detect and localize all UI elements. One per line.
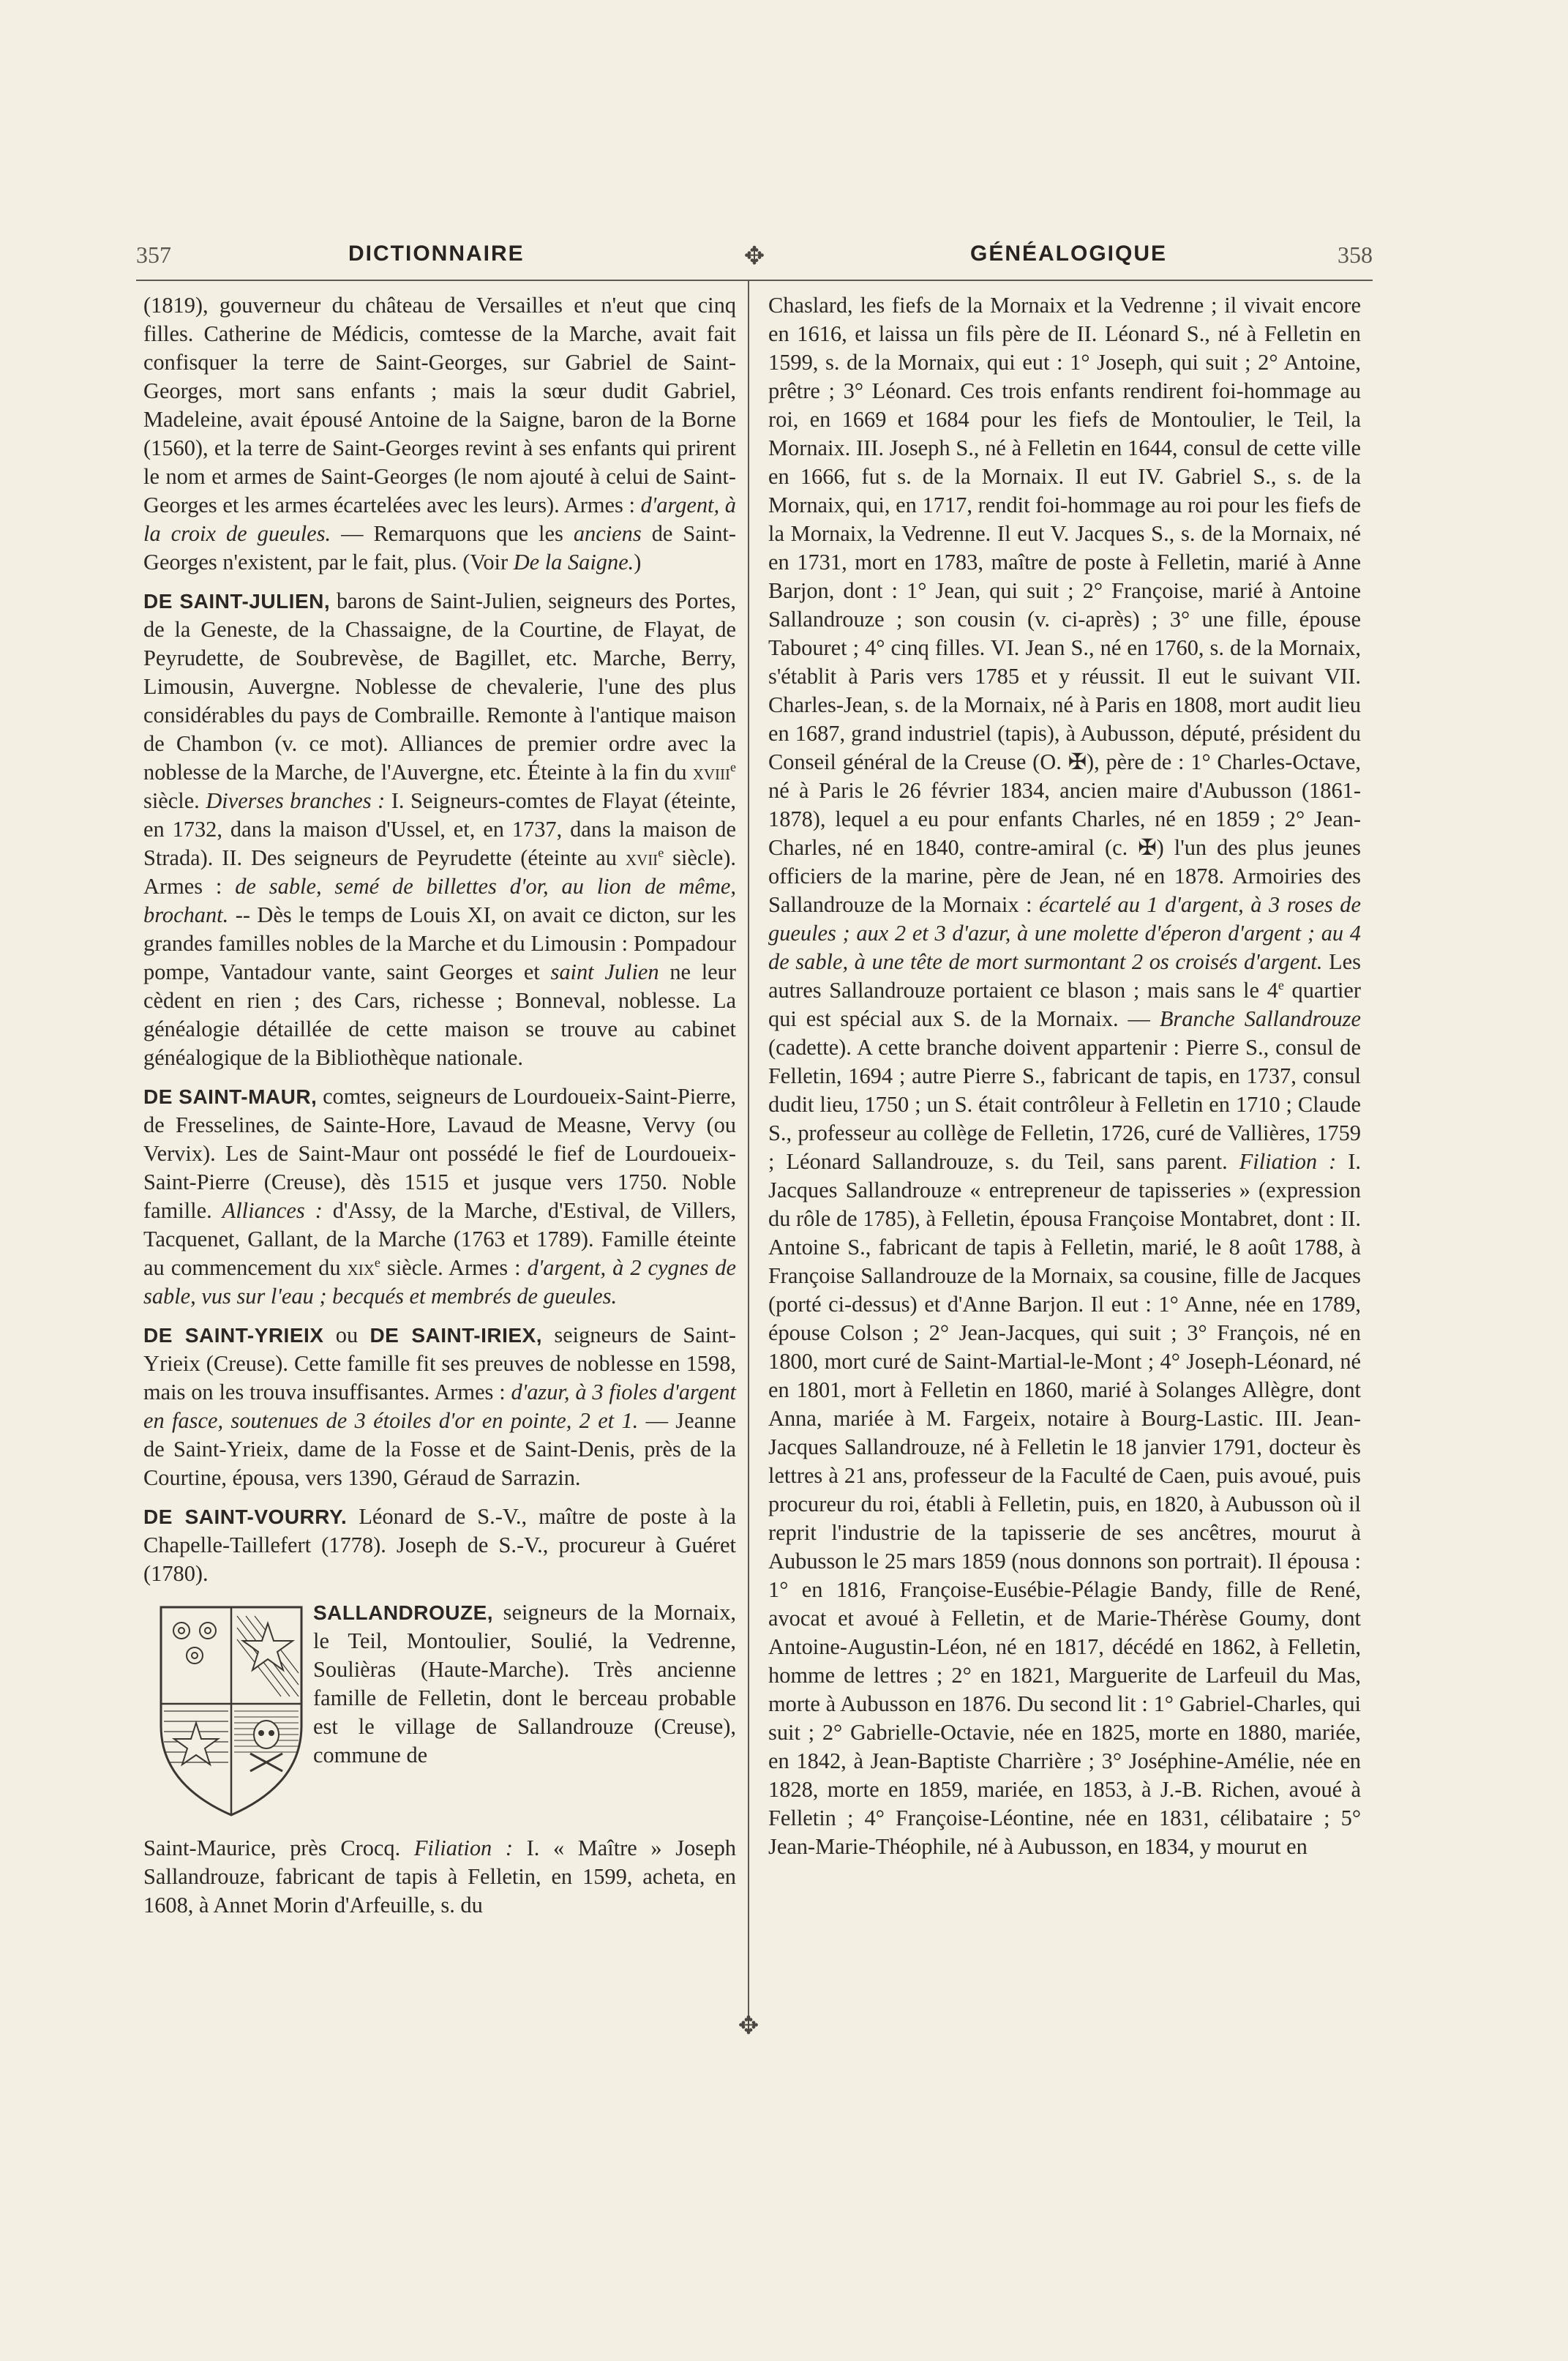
entry-saint-julien: DE SAINT-JULIEN, barons de Saint-Julien, seigneurs des Portes, de la Geneste, de la Chassaigne, de la Courtine, de Flayat, de Peyrudette, de Soubrevèse, de Bagillet, etc. Marche, Berry, Limousin, Auvergne. Noblesse de chevalerie, l'une des plus considérables du pays de Combraille. Remonte à l'antique maison de Chambon (v. ce mot). Alliances de premier ordre avec la noblesse de la Marche, de l'Auvergne, etc. Éteinte à la fin du xviii$^e$ siècle. Diverses branches : I. Seigneurs-comtes de Flayat (éteinte, en 1732, dans la maison d'Ussel, et, en 1737, dans la maison de Strada). II. Des seigneurs de Peyrudette (éteinte au xvii$^e$ siècle). Armes : de sable, semé de billettes d'or, au lion de même, brochant. -- Dès le temps de Louis XI, on avait ce dicton, sur les grandes familles nobles de la Marche et du Limousin : Pompadour pompe, Vantadour vante, saint Georges et saint Julien ne leur cèdent en rien ; des Cars, richesse ; Bonneval, noblesse. La généalogie détaillée de cette maison se trouve au cabinet généalogique de la Bibliothèque nationale. <box>143 588 736 1070</box>
running-title-right: GÉNÉALOGIQUE <box>970 242 1168 266</box>
entry-heading: SALLANDROUZE, <box>313 1601 494 1624</box>
column-divider <box>748 281 749 2016</box>
running-title-left: DICTIONNAIRE <box>348 242 525 266</box>
left-column <box>143 291 736 1920</box>
continued-paragraph: (1819), gouverneur du château de Versailles et n'eut que cinq filles. Catherine de Médicis, comtesse de la Marche, avait fait confisquer la terre de Saint-Georges, sur Gabriel de Saint-Georges, mort sans enfants ; mais la sœur dudit Gabriel, Madeleine, avait épousé Antoine de la Saigne, baron de la Borne (1560), et la terre de Saint-Georges revint à ses enfants qui prirent le nom et armes de Saint-Georges (le nom ajouté à celui de Saint-Georges et les armes écartelées avec les leurs). Armes : d'argent, à la croix de gueules. — Remarquons que les anciens de Saint-Georges n'existent, par le fait, plus. (Voir De la Saigne.) <box>143 293 736 575</box>
header-rule <box>136 280 1373 281</box>
entry-sallandrouze: SALLANDROUZE, seigneurs de la Mornaix, le Teil, Montoulier, Soulié, la Vedrenne, Soulièras (Haute-Marche). Très ancienne famille de Felletin, dont le berceau probable est le village de Sallandrouze (Creuse), commune de <box>143 1598 736 1834</box>
page-number-left: 357 <box>136 242 171 268</box>
entry-heading: DE SAINT-VOURRY. <box>143 1505 348 1528</box>
entry-heading: DE SAINT-MAUR, <box>143 1085 318 1108</box>
entry-saint-vourry: DE SAINT-VOURRY. Léonard de S.-V., maître de poste à la Chapelle-Taillefert (1778). Joseph de S.-V., procureur à Guéret (1780). <box>143 1504 736 1586</box>
entry-heading: DE SAINT-YRIEIX <box>143 1324 324 1347</box>
entry-saint-maur: DE SAINT-MAUR, comtes, seigneurs de Lourdoueix-Saint-Pierre, de Fresselines, de Sainte-Hore, Lavaud de Measne, Vervy (ou Vervix). Les de Saint-Maur ont possédé le fief de Lourdoueix-Saint-Pierre (Creuse), dès 1515 et jusque vers 1750. Noble famille. Alliances : d'Assy, de la Marche, d'Estival, de Villers, Tacquenet, Gallant, de la Marche (1763 et 1789). Famille éteinte au commencement du xix$^e$ siècle. Armes : d'argent, à 2 cygnes de sable, vus sur l'eau ; becqués et membrés de gueules. <box>143 1084 736 1309</box>
footer-ornament-icon: ✥ <box>738 2013 759 2040</box>
coat-of-arms-icon <box>155 1601 307 1821</box>
header-ornament-icon: ✥ <box>743 243 765 270</box>
page-number-right: 358 <box>1338 242 1373 268</box>
entry-saint-yrieix: DE SAINT-YRIEIX ou DE SAINT-IRIEX, seigneurs de Saint-Yrieix (Creuse). Cette famille fit ses preuves de noblesse en 1598, mais on les trouva insuffisantes. Armes : d'azur, à 3 fioles d'argent en fasce, soutenues de 3 étoiles d'or en pointe, 2 et 1. — Jeanne de Saint-Yrieix, dame de la Fosse et de Saint-Denis, près de la Courtine, épousa, vers 1390, Géraud de Sarrazin. <box>143 1322 736 1490</box>
sallandrouze-genealogy: Chaslard, les fiefs de la Mornaix et la Vedrenne ; il vivait encore en 1616, et laissa un fils père de II. Léonard S., né à Felletin en 1599, s. de la Mornaix, qui eut : 1° Joseph, qui suit ; 2° Antoine, prêtre ; 3° Léonard. Ces trois enfants rendirent foi-hommage au roi, en 1669 et 1684 pour les fiefs de Montoulier, le Teil, la Mornaix. III. Joseph S., né à Felletin en 1644, consul de cette ville en 1666, fut s. de la Mornaix. Il eut IV. Gabriel S., s. de la Mornaix, qui, en 1717, rendit foi-hommage au roi pour les fiefs de la Mornaix, la Vedrenne. Il eut V. Jacques S., s. de la Mornaix, né en 1731, mort en 1783, maître de poste à Felletin, marié à Anne Barjon, dont : 1° Jean, qui suit ; 2° Françoise, marié à Antoine Sallandrouze ; son cousin (v. ci-après) ; 3° une fille, épouse Tabouret ; 4° cinq filles. VI. Jean S., né en 1760, s. de la Mornaix, s'établit à Paris vers 1785 et y réussit. Il eut le suivant VII. Charles-Jean, s. de la Mornaix, né à Paris en 1808, mort audit lieu en 1687, grand industriel (tapis), à Aubusson, député, président du Conseil général de la Creuse (O. ✠), père de : 1° Charles-Octave, né à Paris le 26 février 1834, ancien maire d'Aubusson (1861-1878), lequel a eu pour enfants Charles, né en 1859 ; 2° Jean-Charles, né en 1840, contre-amiral (c. ✠) l'un des plus jeunes officiers de la marine, père de Jean, né en 1878. Armoiries des Sallandrouze de la Mornaix : écartelé au 1 d'argent, à 3 roses de gueules ; aux 2 et 3 d'azur, à une molette d'éperon d'argent ; au 4 de sable, à une tête de mort surmontant 2 os croisés d'argent. Les autres Sallandrouze portaient ce blason ; mais sans le 4e quartier qui est spécial aux S. de la Mornaix. — Branche Sallandrouze (cadette). A cette branche doivent appartenir : Pierre S., consul de Felletin, 1694 ; autre Pierre S., fabricant de tapis, en 1737, consul dudit lieu, 1750 ; un S. était contrôleur à Felletin en 1710 ; Claude S., professeur au collège de Felletin, 1726, curé de Vallières, 1759 ; Léonard Sallandrouze, s. du Teil, sans parent. Filiation : I. Jacques Sallandrouze « entrepreneur de tapisseries » (expression du rôle de 1785), à Felletin, épousa Françoise Montabret, dont : II. Antoine S., fabricant de tapis à Felletin, marié, le 8 août 1788, à Françoise Sallandrouze de la Mornaix, sa cousine, fille de Jacques (porté ci-dessus) et d'Anne Barjon. Il eut : 1° Anne, née en 1789, épouse Colson ; 2° Jean-Jacques, qui suit ; 3° François, né en 1800, mort curé de Saint-Martial-le-Mont ; 4° Joseph-Léonard, né en 1801, mort à Felletin en 1860, marié à Solanges Allègre, dont Anna, mariée à M. Fargeix, notaire à Bourg-Lastic. III. Jean-Jacques Sallandrouze, né à Felletin le 18 janvier 1791, docteur ès lettres à 21 ans, professeur de la Faculté de Caen, puis avoué, puis procureur du roi, établi à Felletin, puis, en 1820, à Aubusson où il reprit l'industrie de la tapisserie de ses ancêtres, mourut à Aubusson le 25 mars 1859 (nous donnons son portrait). Il épousa : 1° en 1816, Françoise-Eusébie-Pélagie Bandy, fille de René, avocat et avoué à Felletin, et de Marie-Thérèse Goumy, dont Antoine-Augustin-Léon, né en 1817, décédé en 1862, à Felletin, homme de lettres ; 2° en 1821, Marguerite de Larfeuil du Mas, morte à Aubusson en 1876. Du second lit : 1° Gabriel-Charles, qui suit ; 2° Gabrielle-Octavie, née en 1825, morte en 1880, mariée, en 1842, à Jean-Baptiste Charrière ; 3° Joséphine-Amélie, née en 1828, morte en 1859, mariée, en 1853, à J.-B. Richen, avoué à Felletin ; 4° Françoise-Léontine, née en 1831, célibataire ; 5° Jean-Marie-Théophile, né à Aubusson, en 1834, y mourut en <box>768 293 1361 1859</box>
page-header <box>136 242 1373 278</box>
right-column <box>768 291 1361 1861</box>
entry-heading: DE SAINT-JULIEN, <box>143 590 331 613</box>
entry-sallandrouze-continued: Saint-Maurice, près Crocq. Filiation : I. « Maître » Joseph Sallandrouze, fabricant de tapis à Felletin, en 1599, acheta, en 1608, à Annet Morin d'Arfeuille, s. du <box>143 1836 736 1917</box>
